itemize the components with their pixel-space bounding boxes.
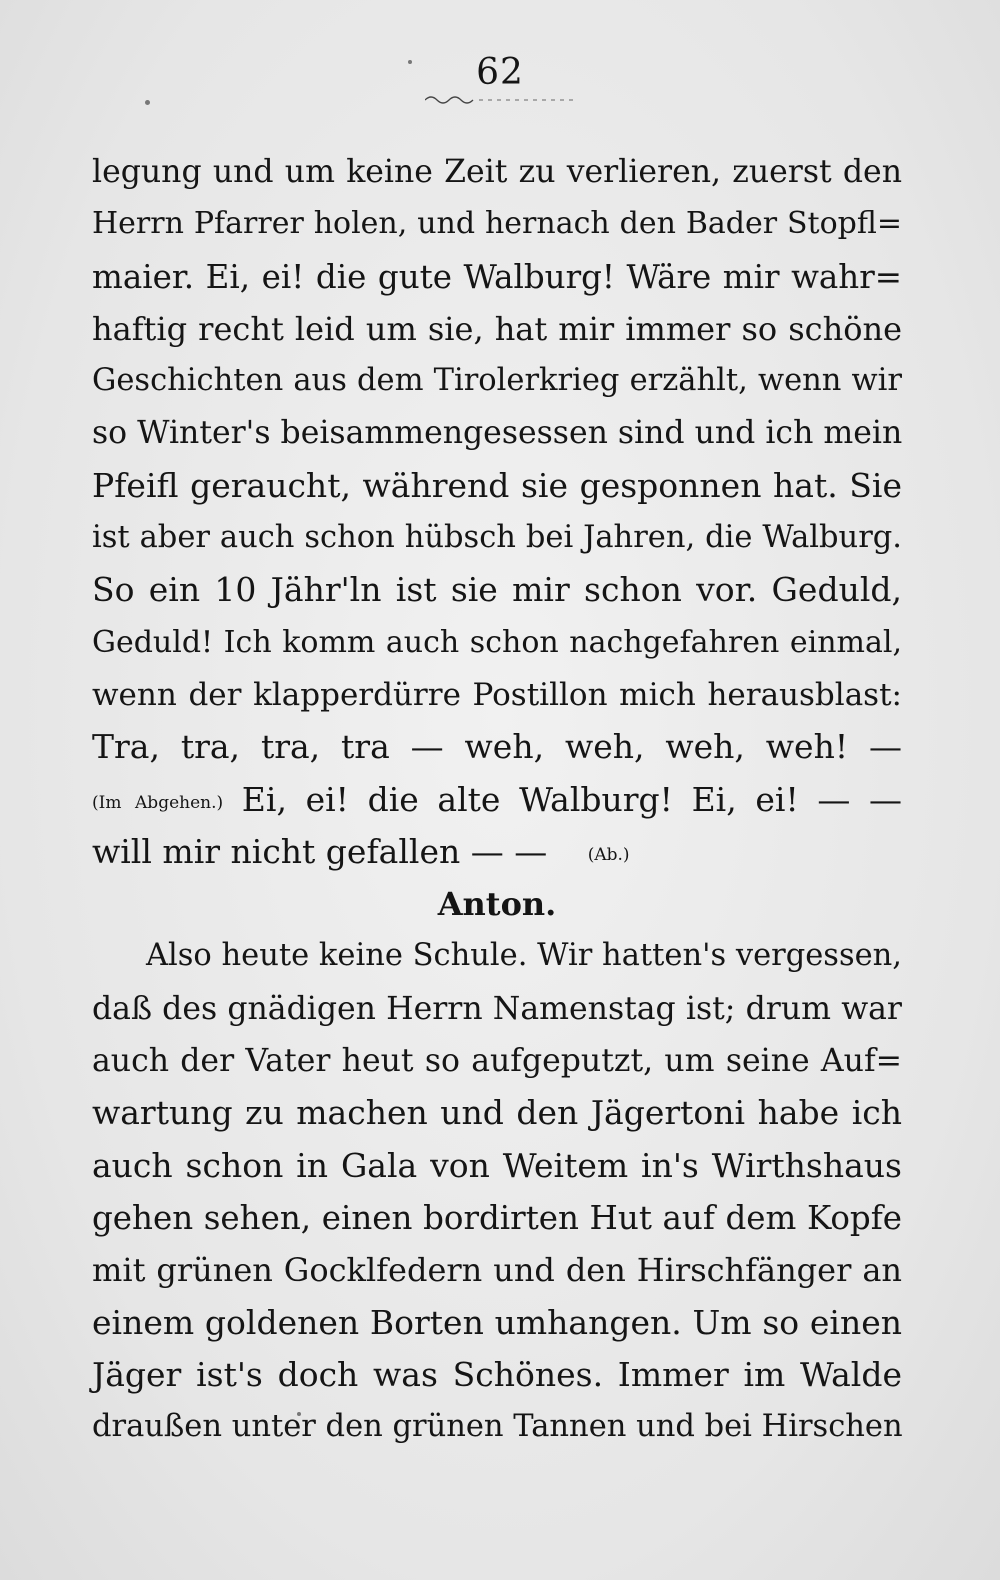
text-line: einem goldenen Borten umhangen. Um so einen <box>92 1302 902 1342</box>
speaker-name: Anton. <box>437 885 557 924</box>
stage-direction: (Im Abgehen.) <box>92 792 224 813</box>
main-text <box>92 146 902 1453</box>
text-line: ist aber auch schon hübsch bei Jahren, die Walburg. <box>92 520 902 556</box>
stage-direction: (Ab.) <box>587 844 630 865</box>
text-line: So ein 10 Jähr'ln ist sie mir schon vor. Geduld, <box>92 570 902 610</box>
page-number: 62 <box>476 52 524 93</box>
text-line: draußen unter den grünen Tannen und bei Hirschen <box>92 1409 903 1445</box>
text-fragment: Ei, ei! die alte Walburg! Ei, ei! — — <box>241 779 903 819</box>
text-line: legung und um keine Zeit zu verlieren, zuerst den <box>92 154 902 190</box>
text-line: haftig recht leid um sie, hat mir immer so schöne <box>92 309 902 348</box>
text-line: auch schon in Gala von Weitem in's Wirthshaus <box>92 1145 902 1185</box>
text-line: so Winter's beisammengesessen sind und ich mein <box>92 415 903 452</box>
ink-speck <box>408 60 412 64</box>
text-line: Also heute keine Schule. Wir hatten's vergessen, <box>146 938 902 974</box>
text-line: Pfeifl geraucht, während sie gesponnen hat. Sie <box>92 465 902 505</box>
text-line: mit grünen Gocklfedern und den Hirschfänger an <box>92 1251 902 1290</box>
text-fragment: will mir nicht gefallen — — <box>92 831 548 871</box>
text-line: gehen sehen, einen bordirten Hut auf dem Kopfe <box>92 1198 902 1237</box>
text-line: Herrn Pfarrer holen, und hernach den Bader Stopfl= <box>92 206 902 242</box>
text-line: daß des gnädigen Herrn Namenstag ist; drum war <box>92 990 902 1027</box>
text-line: Geduld! Ich komm auch schon nachgefahren einmal, <box>92 624 902 660</box>
ink-speck <box>145 100 150 105</box>
text-line: wartung zu machen und den Jägertoni habe ich <box>92 1093 902 1133</box>
decorative-rule-icon <box>425 92 575 106</box>
text-line-with-direction <box>92 774 902 826</box>
text-line: Tra, tra, tra, tra — weh, weh, weh, weh! — <box>92 727 902 767</box>
text-line: Jäger ist's doch was Schönes. Immer im Walde <box>92 1354 902 1394</box>
text-line: auch der Vater heut so aufgeputzt, um seine Auf= <box>92 1043 902 1080</box>
text-line: maier. Ei, ei! die gute Walburg! Wäre mir wahr= <box>92 257 902 296</box>
text-line: wenn der klapperdürre Postillon mich herausblast: <box>92 676 902 713</box>
text-line: Geschichten aus dem Tirolerkrieg erzählt, wenn wir <box>92 363 902 399</box>
text-line-with-direction <box>92 826 902 878</box>
